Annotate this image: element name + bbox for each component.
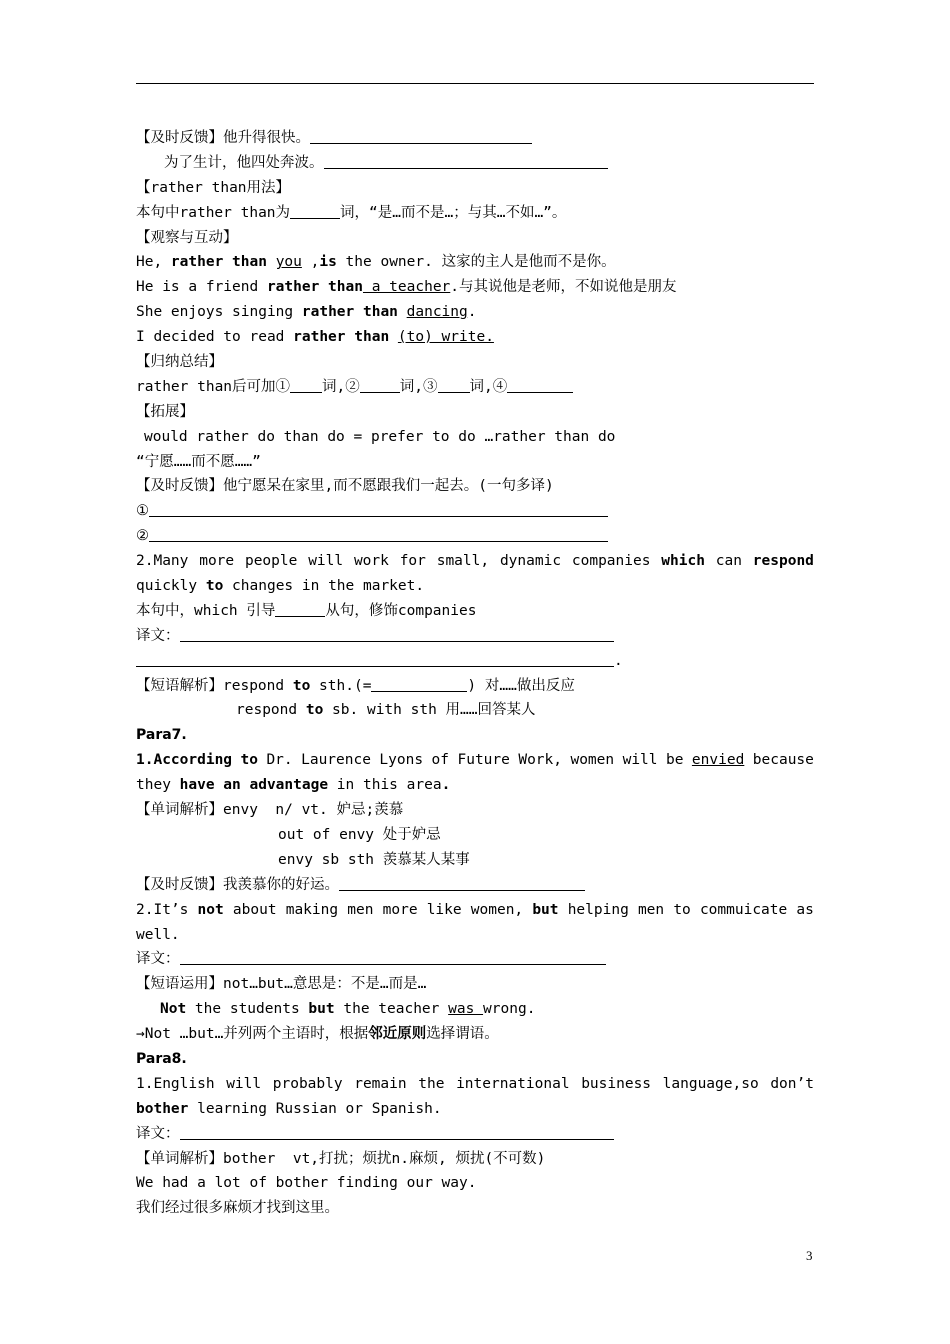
text-line [136, 201, 814, 226]
word: 1.English [136, 1075, 215, 1092]
word: for [399, 553, 426, 570]
line-text [267, 254, 276, 270]
text-line [136, 599, 814, 624]
line-text: ① [136, 503, 149, 520]
sentence-line [136, 1072, 814, 1097]
line-text: 词,② [322, 378, 360, 395]
bold-word: which [661, 553, 705, 570]
example-sentence [136, 1171, 814, 1196]
bold-phrase: rather than [293, 329, 390, 346]
line-text: 【归纳总结】 [136, 354, 223, 371]
line-text: envy sb sth 羡慕某人某事 [278, 851, 470, 868]
text-line [136, 1022, 814, 1047]
word: be [665, 752, 684, 769]
line-text: quickly [136, 578, 206, 595]
word: 2.Many [136, 553, 189, 570]
word: commuicate [699, 901, 788, 918]
answer-blank[interactable] [371, 676, 467, 692]
underlined-word: you [275, 254, 302, 271]
text-line [136, 873, 814, 898]
line-text: .与其说他是老师，不如说他是朋友 [450, 279, 677, 296]
line-text: out of envy 处于妒忌 [278, 826, 441, 843]
bold-word: to [205, 578, 224, 595]
line-text: 【单词解析】bother vt,打扰；烦扰n.麻烦, 烦扰(不可数) [136, 1150, 546, 1167]
text-line [136, 848, 814, 873]
bold-word: but [308, 1001, 335, 1018]
word: Laurence [301, 752, 371, 769]
line-text: 【及时反馈】我羡慕你的好运。 [136, 876, 339, 893]
word: Lyons [379, 752, 424, 769]
text-line [136, 450, 814, 475]
text-line [136, 524, 814, 549]
line-text: 我们经过很多麻烦才找到这里。 [136, 1200, 339, 1217]
line-text: . [614, 652, 623, 669]
sentence-line [136, 574, 814, 599]
line-text: respond [236, 702, 306, 719]
line-text: →Not …but…并列两个主语时，根据 [136, 1026, 369, 1043]
text-line [136, 126, 814, 151]
bold-word: . [441, 777, 451, 794]
line-text: “宁愿……而不愿……” [136, 453, 261, 470]
word: can [715, 553, 742, 570]
line-text: 词,③ [399, 378, 438, 395]
word: people [244, 553, 298, 570]
answer-blank[interactable] [290, 203, 340, 219]
answer-blank[interactable] [149, 501, 608, 517]
line-text: the owner. 这家的主人是他而不是你。 [336, 254, 616, 271]
word: Future [457, 752, 510, 769]
line-text: 选择谓语。 [426, 1026, 499, 1043]
line-text: 为了生计，他四处奔波。 [164, 154, 324, 171]
line-text: 【rather than用法】 [136, 179, 291, 196]
text-line [136, 474, 814, 499]
word: probably [272, 1075, 343, 1092]
line-text: , [301, 254, 320, 271]
text-line [136, 798, 814, 823]
line-text: 【短语运用】not…but…意思是：不是…而是… [136, 976, 427, 993]
line-text: learning Russian or Spanish. [188, 1100, 442, 1117]
word: the [418, 1075, 445, 1092]
word: companies [571, 553, 651, 570]
bold-word: respond [752, 553, 814, 570]
text-line [136, 674, 814, 699]
paragraph-heading [136, 723, 814, 748]
line-text: I decided to read [136, 329, 294, 346]
text-line [136, 698, 814, 723]
underlined-word: dancing [406, 304, 468, 321]
section-heading [136, 350, 814, 375]
line-text: He is a friend [136, 279, 267, 296]
answer-blank[interactable] [290, 377, 322, 393]
word: small, [436, 553, 490, 570]
line-text: the teacher [334, 1001, 449, 1018]
word: about [232, 901, 277, 918]
underlined-word: envied [691, 752, 745, 769]
bold-word: to [240, 752, 258, 769]
line-text: He, [136, 254, 171, 271]
section-heading [136, 400, 814, 425]
paragraph-heading [136, 1047, 814, 1072]
text-line [136, 151, 814, 176]
text-line [136, 1147, 814, 1172]
word: men [347, 901, 374, 918]
text-line [136, 425, 814, 450]
sentence-line [136, 773, 814, 798]
line-text: changes in the market. [223, 578, 425, 595]
word: more [199, 553, 235, 570]
sentence-line [136, 1097, 814, 1122]
underlined-word: was [448, 1001, 484, 1018]
sentence-line [136, 923, 814, 948]
word: work [353, 553, 389, 570]
word: women [570, 752, 615, 769]
line-text: in this area [328, 777, 442, 794]
line-text: ② [136, 528, 149, 545]
line-text: would rather do than do = prefer to do …rather than do [144, 428, 616, 445]
answer-blank[interactable] [339, 875, 585, 891]
text-line [136, 375, 814, 400]
example-sentence [136, 300, 814, 325]
word: will [308, 553, 344, 570]
example-sentence [136, 250, 814, 275]
text-line [136, 1196, 814, 1221]
word: Dr. [266, 752, 293, 769]
bold-word: bother [136, 1100, 189, 1117]
underlined-phrase: a teacher [362, 279, 451, 296]
line-text: 译文： [136, 951, 180, 968]
translation-line [136, 649, 814, 674]
word: remain [354, 1075, 407, 1092]
word: helping [567, 901, 629, 918]
line-text: 从句，修饰companies [325, 602, 477, 619]
translation-line [136, 624, 814, 649]
line-text [398, 304, 407, 320]
line-text: the students [186, 1001, 309, 1018]
sentence-line [136, 549, 814, 574]
bold-word: 1.According [136, 752, 233, 769]
bold-word: to [292, 677, 311, 694]
underlined-phrase: (to) write. [397, 329, 494, 346]
word: language,so [662, 1075, 759, 1092]
line-text: sth.(= [310, 677, 372, 694]
answer-blank[interactable] [149, 526, 608, 542]
text-line [136, 499, 814, 524]
line-text: 本句中，which 引导 [136, 602, 276, 619]
line-text: Para8. [136, 1050, 187, 1067]
line-text: Para7. [136, 727, 187, 744]
line-text: We had a lot of bother finding our way. [136, 1175, 477, 1192]
word: women, [470, 901, 524, 918]
word: men [637, 901, 665, 918]
sentence-line [136, 748, 814, 773]
answer-blank[interactable] [507, 377, 573, 393]
word: don’t [770, 1075, 814, 1092]
bold-word: is [319, 254, 337, 271]
bold-word: to [305, 702, 324, 719]
line-text: rather than后可加① [136, 378, 291, 395]
line-text: 词，“是…而不是…；与其…不如…”。 [340, 204, 567, 221]
line-text: 【观察与互动】 [136, 229, 238, 246]
line-text: 【及时反馈】他宁愿呆在家里,而不愿跟我们一起去。(一句多译) [136, 478, 554, 495]
word: like [426, 901, 462, 918]
line-text: 【及时反馈】他升得很快。 [136, 130, 310, 146]
answer-blank[interactable] [324, 153, 608, 169]
line-text: well. [136, 926, 180, 943]
text-line [136, 972, 814, 997]
answer-blank[interactable] [275, 601, 325, 617]
line-text: 译文： [136, 1125, 180, 1142]
line-text: 【短语解析】respond [136, 677, 293, 694]
answer-blank[interactable] [180, 949, 606, 965]
word: of [431, 752, 450, 769]
answer-blank[interactable] [136, 651, 614, 667]
section-heading [136, 176, 814, 201]
example-sentence [136, 997, 814, 1022]
word: dynamic [499, 553, 562, 570]
line-text: She enjoys singing [136, 304, 302, 321]
section-heading [136, 226, 814, 251]
line-text [389, 329, 398, 345]
word: will [226, 1075, 262, 1092]
line-text: 译文： [136, 627, 180, 644]
line-text: ) 对……做出反应 [467, 677, 575, 694]
word: will [622, 752, 658, 769]
answer-blank[interactable] [180, 626, 614, 642]
word: Work, [518, 752, 562, 769]
answer-blank[interactable] [180, 1124, 614, 1140]
example-sentence [136, 275, 814, 300]
bold-word: not [197, 901, 224, 918]
bold-phrase: rather than [301, 304, 398, 321]
line-text: 词,④ [469, 378, 508, 395]
bold-phrase: have an advantage [179, 777, 329, 794]
page-number: 3 [806, 1248, 813, 1263]
word: more [382, 901, 418, 918]
line-text: 【拓展】 [136, 403, 194, 420]
bold-phrase: 邻近原则 [368, 1026, 427, 1043]
bold-word: but [532, 901, 559, 918]
translation-line [136, 947, 814, 972]
sentence-line [136, 898, 814, 923]
line-text: sb. with sth 用……回答某人 [323, 702, 536, 719]
line-text: 本句中rather than为 [136, 204, 291, 221]
word: business [581, 1075, 652, 1092]
line-text: 【单词解析】envy n/ vt. 妒忌;羡慕 [136, 802, 404, 819]
answer-blank[interactable] [438, 377, 470, 393]
answer-blank[interactable] [310, 128, 532, 144]
page-content [136, 126, 814, 1221]
word: because [752, 752, 814, 769]
translation-line [136, 1122, 814, 1147]
text-line [136, 823, 814, 848]
word: 2.It’s [136, 901, 189, 918]
bold-phrase: rather than [266, 279, 363, 296]
line-text: . [467, 304, 477, 321]
answer-blank[interactable] [360, 377, 400, 393]
word: as [796, 901, 814, 918]
example-sentence [136, 325, 814, 350]
word: to [673, 901, 691, 918]
word: making [285, 901, 339, 918]
bold-phrase: rather than [170, 254, 267, 271]
line-text: wrong. [483, 1001, 536, 1018]
bold-word: Not [160, 1001, 187, 1018]
word: international [456, 1075, 570, 1092]
header-rule [136, 83, 814, 84]
line-text: they [136, 777, 180, 794]
